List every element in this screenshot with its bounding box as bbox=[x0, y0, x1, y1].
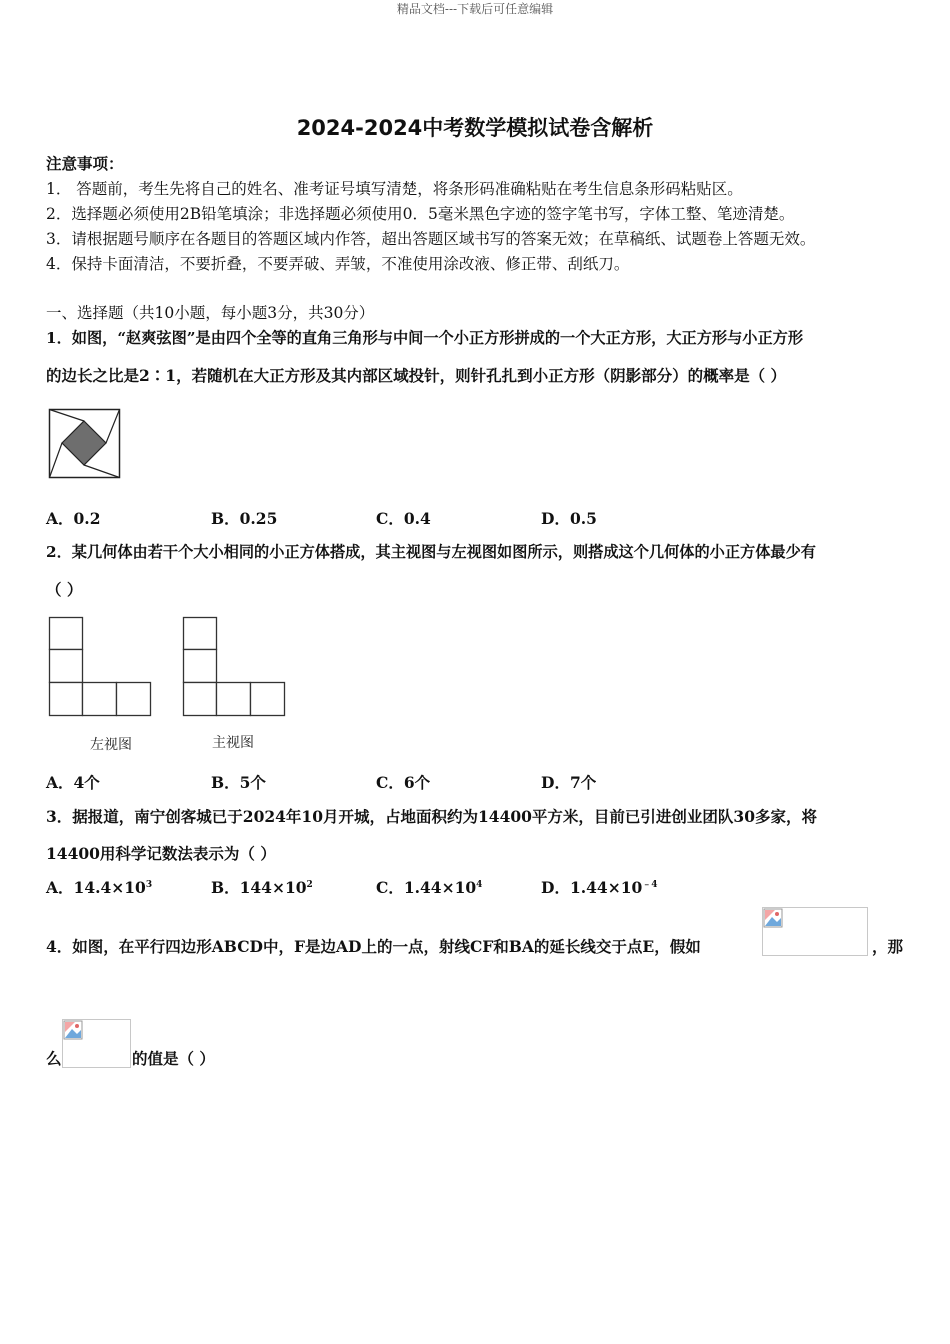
cube-face bbox=[184, 683, 217, 716]
q1-text-line1: 1．如图，“赵爽弦图”是由四个全等的直角三角形与中间一个小正方形拼成的一个大正方形，大正方形与小正方形 bbox=[46, 329, 804, 347]
page-header: 精品文档---下载后可任意编辑 bbox=[396, 2, 554, 16]
cube-face bbox=[217, 683, 251, 716]
cube-face bbox=[83, 683, 117, 716]
q3-option-c: C．$1.44\times 10^4$ bbox=[376, 878, 483, 897]
q2-text-line2: （ ） bbox=[46, 580, 83, 599]
q2-option-d: D．7个 bbox=[541, 773, 597, 792]
notes-item: 3．请根据题号顺序在各题目的答题区域内作答，超出答题区域书写的答案无效；在草稿纸、试题卷上答题无效。 bbox=[46, 230, 816, 248]
q1-option-a: A．0.2 bbox=[46, 509, 101, 528]
cube-face bbox=[50, 650, 83, 683]
cube-face bbox=[184, 650, 217, 683]
cube-face bbox=[251, 683, 285, 716]
formula-image-placeholder bbox=[62, 1019, 131, 1068]
q4-text-line2-start: 么 bbox=[46, 1049, 62, 1068]
q3-option-b: B．$144\times 10^2$ bbox=[211, 878, 313, 897]
q3-text-line1: 3．据报道，南宁创客城已于2024年10月开城，占地面积约为14400平方米，目前已引进创业团队30多家，将 bbox=[46, 807, 817, 826]
q2-text-line1: 2．某几何体由若干个大小相同的小正方体搭成，其主视图与左视图如图所示，则搭成这个几何体的小正方体最少有 bbox=[46, 543, 816, 561]
q2-option-b: B．5个 bbox=[211, 773, 266, 792]
q3-option-d: D．$1.44\times 10^{﹣4}$ bbox=[541, 878, 658, 897]
q2-option-c: C．6个 bbox=[376, 773, 431, 792]
q3-option-a: A．$14.4\times 10^3$ bbox=[46, 878, 153, 897]
q1-option-b: B．0.25 bbox=[211, 509, 278, 528]
front-view-figure bbox=[182, 616, 288, 718]
broken-image-icon bbox=[763, 908, 783, 928]
zhao-shuang-diagram bbox=[48, 408, 122, 480]
q1-text-line2: 的边长之比是2∶1，若随机在大正方形及其内部区域投针，则针孔扎到小正方形（阴影部分）的概率是（ ） bbox=[46, 366, 786, 385]
section-heading: 一、选择题（共10小题，每小题3分，共30分） bbox=[46, 304, 375, 322]
page-title: 2024-2024中考数学模拟试卷含解析 bbox=[296, 116, 654, 140]
q3-text-line2: 14400用科学记数法表示为（ ） bbox=[46, 844, 276, 863]
cube-face bbox=[184, 618, 217, 650]
cube-face bbox=[50, 683, 83, 716]
q4-text-line1-end: ，那 bbox=[872, 937, 904, 956]
cube-face bbox=[117, 683, 151, 716]
front-view-caption: 主视图 bbox=[212, 735, 254, 751]
notes-item: 1． 答题前，考生先将自己的姓名、准考证号填写清楚，将条形码准确粘贴在考生信息条形码粘贴区。 bbox=[46, 180, 743, 198]
q1-option-c: C．0.4 bbox=[376, 509, 431, 528]
notes-item: 4．保持卡面清洁，不要折叠，不要弄破、弄皱，不准使用涂改液、修正带、刮纸刀。 bbox=[46, 255, 630, 273]
notes-item: 2．选择题必须使用2B铅笔填涂；非选择题必须使用0．5毫米黑色字迹的签字笔书写，字体工整、笔迹清楚。 bbox=[46, 205, 795, 223]
q1-option-d: D．0.5 bbox=[541, 509, 597, 528]
q4-text-line2-end: 的值是（ ） bbox=[132, 1049, 215, 1068]
left-view-figure bbox=[48, 616, 154, 718]
left-view-caption: 左视图 bbox=[90, 737, 132, 753]
cube-face bbox=[50, 618, 83, 650]
q2-option-a: A．4个 bbox=[46, 773, 100, 792]
broken-image-icon bbox=[63, 1020, 83, 1040]
formula-image-placeholder bbox=[762, 907, 868, 956]
notes-heading: 注意事项： bbox=[46, 154, 124, 173]
q4-text-line1: 4．如图，在平行四边形ABCD中，F是边AD上的一点，射线CF和BA的延长线交于点E，假如 bbox=[46, 937, 701, 956]
